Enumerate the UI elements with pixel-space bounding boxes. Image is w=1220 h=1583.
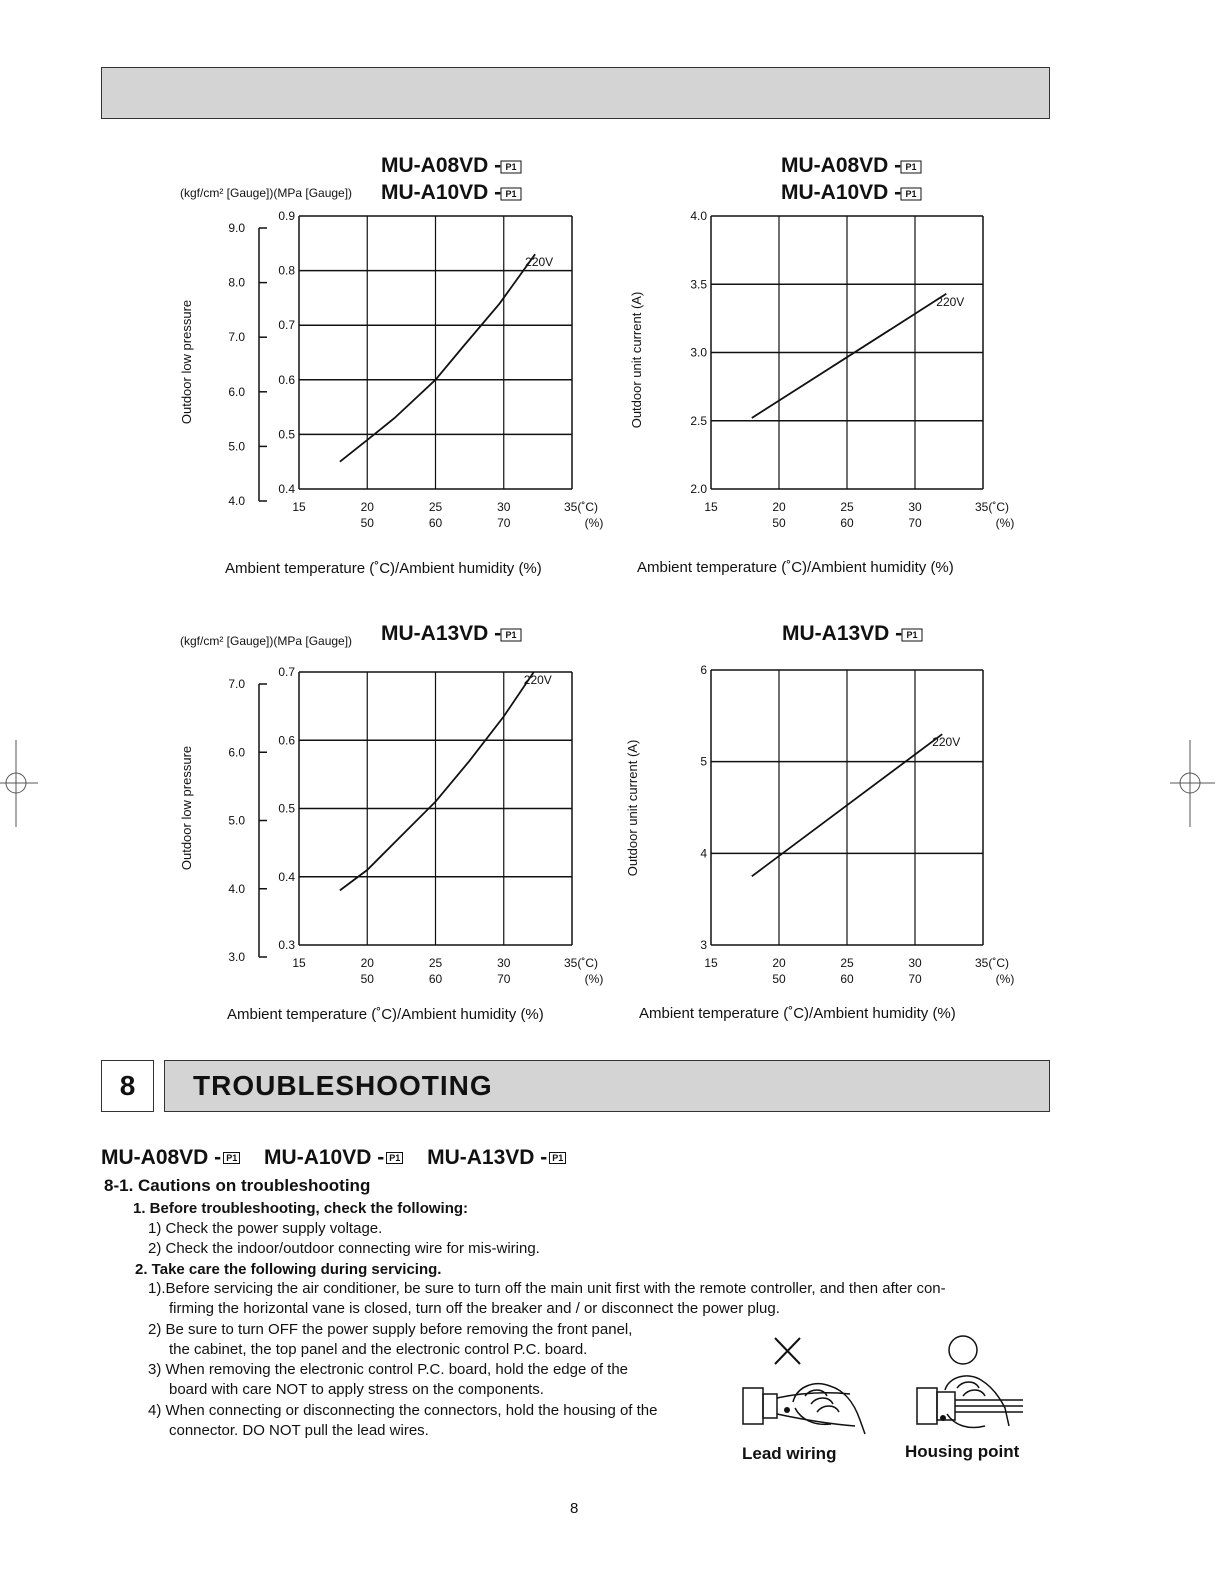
- item1-step: 2) Check the indoor/outdoor connecting wire for mis-wiring.: [148, 1240, 540, 1257]
- circle-mark-icon: [949, 1336, 977, 1364]
- connector-icon: [743, 1388, 855, 1426]
- y-axis-label: Outdoor unit current (A): [629, 291, 644, 429]
- p1-badge: P1: [505, 189, 517, 199]
- section-title: TROUBLESHOOTING: [164, 1060, 1050, 1112]
- p1-badge: P1: [223, 1152, 240, 1164]
- secondary-y-tick-label: 6.0: [228, 384, 245, 399]
- x-tick-label: 20: [360, 956, 374, 970]
- secondary-y-tick-label: 5.0: [228, 439, 245, 454]
- secondary-y-tick-label: 4.0: [228, 494, 245, 508]
- secondary-y-tick-label: 5.0: [228, 813, 245, 828]
- item2-line: 1).Before servicing the air conditioner, be sure to turn off the main unit first with the remote controller, and then after con-: [148, 1280, 946, 1297]
- secondary-y-tick-label: 7.0: [228, 330, 245, 345]
- series-label: 220V: [936, 294, 965, 309]
- item2-line: 3) When removing the electronic control P.C. board, hold the edge of the: [148, 1361, 629, 1378]
- item2-line: 2) Be sure to turn OFF the power supply before removing the front panel,: [148, 1321, 633, 1338]
- page-number: 8: [570, 1500, 579, 1517]
- p1-badge: P1: [906, 630, 918, 640]
- y-tick-label: 3.5: [690, 277, 707, 292]
- y-axis-label: Outdoor unit current (A): [625, 739, 640, 877]
- x-tick-label: 25: [840, 956, 854, 970]
- series-label: 220V: [523, 673, 552, 687]
- y-axis-label: Outdoor low pressure: [179, 299, 194, 425]
- correct-handling-illustration: [905, 1330, 1035, 1440]
- x-tick-label: 35(˚C): [564, 500, 599, 514]
- y-tick-label: 0.6: [278, 372, 295, 387]
- y-tick-label: 4.0: [690, 209, 707, 223]
- x-tick-label: 35(˚C): [564, 956, 599, 970]
- chart-title: MU-A13VD -: [381, 622, 502, 645]
- item2-line: board with care NOT to apply stress on the components.: [169, 1381, 544, 1398]
- x-axis-label: Ambient temperature (˚C)/Ambient humidity (%): [227, 1006, 544, 1023]
- x2-tick-label: 70: [497, 516, 511, 530]
- x2-tick-label: 60: [840, 972, 854, 986]
- y-tick-label: 4: [700, 846, 707, 861]
- series-line: [752, 294, 947, 418]
- y-axis-label: Outdoor low pressure: [179, 745, 194, 871]
- item2-line: firming the horizontal vane is closed, turn off the breaker and / or disconnect the power plug.: [169, 1300, 780, 1317]
- crop-mark-left-icon: [0, 735, 40, 830]
- x-tick-label: 25: [428, 956, 443, 970]
- item2-line: connector. DO NOT pull the lead wires.: [169, 1422, 429, 1439]
- y-tick-label: 0.7: [278, 665, 295, 679]
- y-tick-label: 3.0: [690, 345, 707, 360]
- p1-badge: P1: [905, 162, 917, 172]
- model-a08-label: MU-A08VD -: [101, 1146, 222, 1169]
- x2-tick-label: 50: [772, 516, 786, 530]
- x-tick-label: 30: [497, 500, 511, 514]
- series-line: [340, 254, 535, 462]
- series-label: 220V: [525, 255, 554, 270]
- x-tick-label: 30: [497, 956, 511, 970]
- model-a10-label: MU-A10VD -: [264, 1146, 385, 1169]
- x2-tick-label: 60: [840, 516, 854, 530]
- crop-mark-right-icon: [1165, 735, 1220, 830]
- x2-tick-label: (%): [995, 972, 1015, 986]
- right-caption: Housing point: [905, 1442, 1020, 1461]
- p1-badge: P1: [505, 162, 517, 172]
- wrong-handling-illustration: [735, 1330, 875, 1440]
- p1-badge: P1: [549, 1152, 566, 1164]
- model-a08: [101, 1146, 240, 1169]
- unit-label: (kgf/cm² [Gauge])(MPa [Gauge]): [180, 186, 353, 200]
- y-tick-label: 0.4: [278, 869, 295, 884]
- x-tick-label: 15: [704, 956, 718, 970]
- x2-tick-label: 70: [908, 516, 922, 530]
- x2-tick-label: 50: [360, 972, 374, 986]
- p1-badge: P1: [505, 630, 517, 640]
- x2-tick-label: (%): [584, 972, 604, 986]
- model-a13-label: MU-A13VD -: [427, 1146, 548, 1169]
- y-tick-label: 0.8: [278, 263, 295, 278]
- model-a10: [264, 1146, 403, 1169]
- x-tick-label: 30: [908, 956, 922, 970]
- y-tick-label: 0.3: [278, 938, 295, 952]
- chart-title: MU-A08VD -: [781, 154, 902, 177]
- y-tick-label: 0.9: [278, 209, 295, 223]
- x-axis-label: Ambient temperature (˚C)/Ambient humidity (%): [225, 560, 542, 577]
- item2-line: 4) When connecting or disconnecting the connectors, hold the housing of the: [148, 1402, 658, 1419]
- item1-title: 1. Before troubleshooting, check the following:: [133, 1200, 469, 1217]
- x-tick-label: 15: [292, 500, 306, 514]
- x2-tick-label: (%): [584, 516, 604, 530]
- x-tick-label: 20: [772, 500, 786, 514]
- secondary-y-tick-label: 9.0: [228, 221, 245, 235]
- x-tick-label: 25: [840, 500, 854, 514]
- y-tick-label: 5: [700, 754, 707, 769]
- secondary-y-tick-label: 7.0: [228, 677, 245, 691]
- x-tick-label: 35(˚C): [975, 500, 1010, 514]
- y-tick-label: 0.5: [278, 427, 295, 442]
- y-tick-label: 3: [700, 938, 707, 952]
- x2-tick-label: 50: [360, 516, 374, 530]
- item2-line: the cabinet, the top panel and the electronic control P.C. board.: [169, 1341, 588, 1358]
- y-tick-label: 2.0: [690, 482, 707, 496]
- models-line: [101, 1146, 584, 1170]
- y-tick-label: 0.5: [278, 801, 295, 816]
- x2-tick-label: 70: [497, 972, 511, 986]
- x2-tick-label: 60: [428, 516, 443, 530]
- x-tick-label: 25: [428, 500, 443, 514]
- subsection-title: 8-1. Cautions on troubleshooting: [104, 1176, 371, 1195]
- y-tick-label: 0.7: [278, 318, 295, 333]
- secondary-y-tick-label: 4.0: [228, 881, 245, 896]
- x-tick-label: 15: [292, 956, 306, 970]
- x-tick-label: 30: [908, 500, 922, 514]
- y-tick-label: 2.5: [690, 413, 707, 428]
- x-tick-label: 15: [704, 500, 718, 514]
- x-tick-label: 20: [360, 500, 374, 514]
- item1-step: 1) Check the power supply voltage.: [148, 1220, 383, 1237]
- secondary-y-tick-label: 3.0: [228, 950, 245, 964]
- p1-badge: P1: [386, 1152, 403, 1164]
- x-axis-label: Ambient temperature (˚C)/Ambient humidity (%): [639, 1005, 956, 1022]
- y-tick-label: 0.6: [278, 733, 295, 748]
- chart-title: MU-A10VD -: [781, 181, 902, 204]
- chart-title: MU-A10VD -: [381, 181, 502, 204]
- x2-tick-label: 50: [772, 972, 786, 986]
- x2-tick-label: (%): [995, 516, 1015, 530]
- x-tick-label: 35(˚C): [975, 956, 1010, 970]
- y-tick-label: 6: [700, 663, 707, 677]
- unit-label: (kgf/cm² [Gauge])(MPa [Gauge]): [180, 634, 353, 648]
- item2-title: 2. Take care the following during servicing.: [135, 1261, 442, 1278]
- wrong-caption: Lead wiring: [742, 1444, 837, 1463]
- y-tick-label: 0.4: [278, 482, 295, 496]
- x-tick-label: 20: [772, 956, 786, 970]
- cross-mark-icon: [775, 1338, 800, 1364]
- chart-title: MU-A13VD -: [782, 622, 903, 645]
- x-axis-label: Ambient temperature (˚C)/Ambient humidity (%): [637, 559, 954, 576]
- secondary-y-tick-label: 6.0: [228, 745, 245, 760]
- series-label: 220V: [932, 735, 961, 750]
- series-line: [340, 672, 534, 890]
- p1-badge: P1: [905, 189, 917, 199]
- model-a13: [427, 1146, 566, 1169]
- secondary-y-tick-label: 8.0: [228, 275, 245, 290]
- x2-tick-label: 60: [428, 972, 443, 986]
- x2-tick-label: 70: [908, 972, 922, 986]
- chart-title: MU-A08VD -: [381, 154, 502, 177]
- section-number: 8: [101, 1060, 154, 1112]
